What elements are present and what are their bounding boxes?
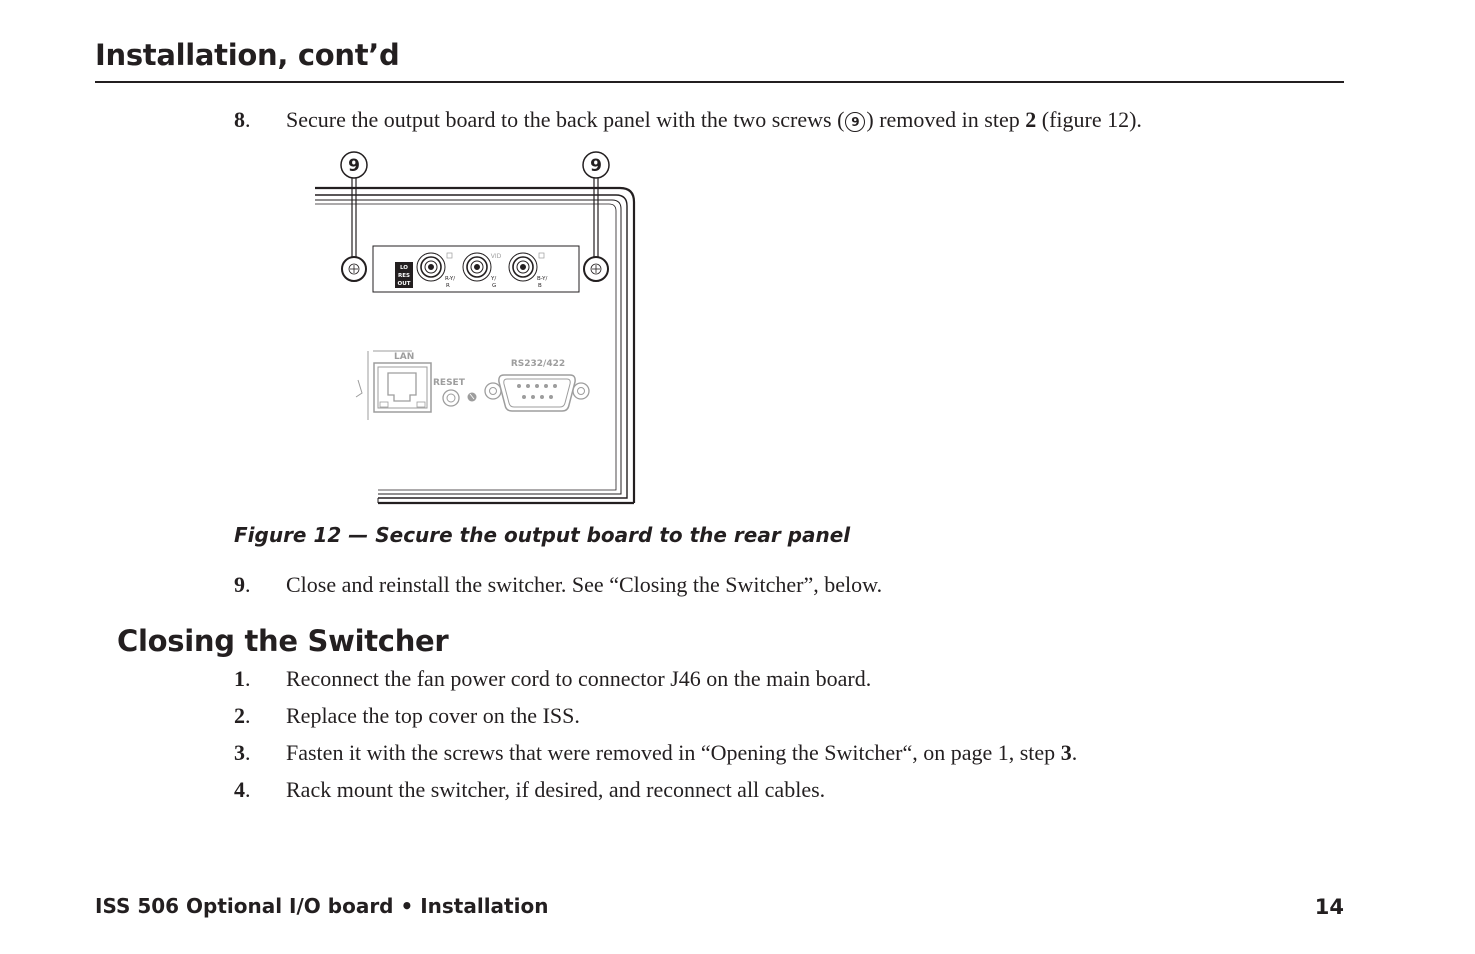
figure-caption: Figure 12 — Secure the output board to the rear panel: [234, 523, 851, 547]
callout-left-icon: [341, 152, 367, 178]
svg-text:OUT: OUT: [397, 281, 411, 287]
step-number: 2.: [234, 703, 251, 728]
screw-left-icon: [342, 257, 366, 281]
svg-text:G: G: [492, 283, 497, 289]
step-text: Replace the top cover on the ISS.: [286, 703, 580, 728]
bnc-by-connector-icon: [509, 253, 537, 281]
lan-port-icon: [374, 363, 431, 412]
svg-text:B: B: [538, 283, 542, 289]
step-text: Reconnect the fan power cord to connector J46 on the main board.: [286, 666, 872, 691]
svg-text:9: 9: [590, 156, 602, 176]
header-rule: [95, 81, 1344, 83]
figure-12: [300, 145, 650, 515]
page-number: 14: [1314, 895, 1344, 919]
screw-right-icon: [584, 257, 608, 281]
callout-9-icon: 9: [845, 112, 865, 132]
svg-text:R: R: [446, 283, 450, 289]
step-text: Secure the output board to the back panel with the two screws ( 9 ) removed in step 2 (figure 12).: [286, 107, 1142, 132]
reset-button-icon: [443, 390, 459, 406]
section-heading: Closing the Switcher: [117, 624, 449, 658]
page-title: Installation, cont’d: [95, 38, 400, 72]
svg-text:LAN: LAN: [394, 352, 415, 362]
rs232-port-icon: [485, 375, 589, 411]
step-number: 4.: [234, 777, 251, 802]
svg-text:RS232/422: RS232/422: [510, 359, 566, 369]
step-ref: 3: [1060, 740, 1072, 765]
svg-text:B-Y/: B-Y/: [537, 276, 548, 282]
svg-text:9: 9: [348, 156, 360, 176]
svg-text:RESET: RESET: [433, 378, 465, 388]
reset-led-icon: [468, 393, 477, 402]
step-text: Fasten it with the screws that were removed in “Opening the Switcher“, on page 1, step 3.: [286, 740, 1078, 765]
callout-right-icon: [583, 152, 609, 178]
step-ref: 2: [1025, 107, 1037, 132]
bnc-y-connector-icon: [463, 253, 491, 281]
step-number: 9.: [234, 572, 251, 597]
step-text: Close and reinstall the switcher. See “Closing the Switcher”, below.: [286, 572, 883, 597]
svg-text:VID: VID: [490, 253, 502, 260]
svg-text:LO: LO: [400, 265, 408, 271]
step-number: 8.: [234, 107, 251, 132]
svg-text:R-Y/: R-Y/: [445, 276, 456, 282]
svg-text:RES: RES: [398, 273, 410, 279]
step-number: 3.: [234, 740, 251, 765]
footer-title: ISS 506 Optional I/O board • Installation: [95, 894, 549, 918]
step-text: Rack mount the switcher, if desired, and reconnect all cables.: [286, 777, 826, 802]
svg-text:Y/: Y/: [491, 276, 497, 282]
bnc-ry-connector-icon: [417, 253, 445, 281]
step-number: 1.: [234, 666, 251, 691]
